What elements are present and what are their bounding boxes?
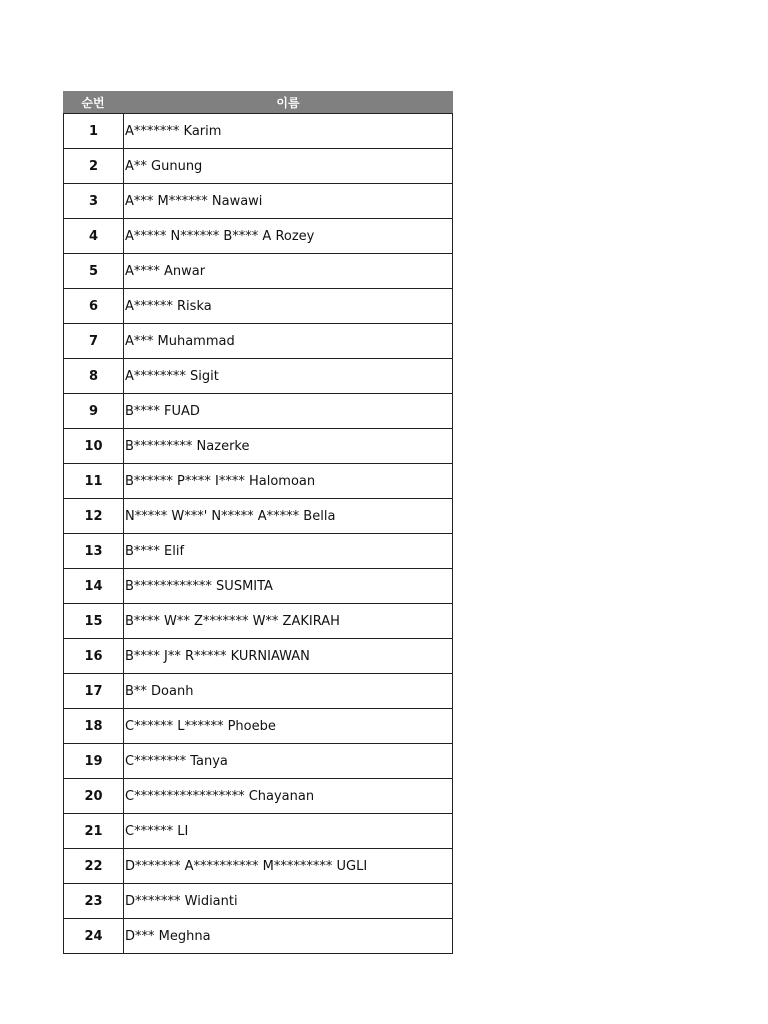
row-number: 12 bbox=[64, 499, 124, 533]
row-number: 5 bbox=[64, 254, 124, 288]
row-name: A***** N****** B**** A Rozey bbox=[125, 228, 315, 244]
row-number: 17 bbox=[64, 674, 124, 708]
row-number: 8 bbox=[64, 359, 124, 393]
table-row bbox=[64, 393, 452, 428]
table-row bbox=[64, 253, 452, 288]
table-row bbox=[64, 603, 452, 638]
row-name: C****** LI bbox=[125, 823, 189, 839]
table-row bbox=[64, 428, 452, 463]
row-number: 2 bbox=[64, 149, 124, 183]
row-name: A** Gunung bbox=[125, 158, 203, 174]
table-row bbox=[64, 533, 452, 568]
row-number: 13 bbox=[64, 534, 124, 568]
row-number: 15 bbox=[64, 604, 124, 638]
row-number: 22 bbox=[64, 849, 124, 883]
table-row bbox=[64, 708, 452, 743]
row-number: 9 bbox=[64, 394, 124, 428]
row-name: C****** L****** Phoebe bbox=[125, 718, 276, 734]
row-number: 6 bbox=[64, 289, 124, 323]
row-name: D******* A********** M********* UGLI bbox=[125, 858, 368, 874]
table-row bbox=[64, 113, 452, 148]
row-number: 10 bbox=[64, 429, 124, 463]
row-name: A******** Sigit bbox=[125, 368, 219, 384]
table-row bbox=[64, 918, 452, 953]
row-name: N***** W***' N***** A***** Bella bbox=[125, 508, 336, 524]
table-row bbox=[64, 743, 452, 778]
row-number: 24 bbox=[64, 919, 124, 953]
row-name: D******* Widianti bbox=[125, 893, 238, 909]
table-header bbox=[63, 91, 453, 113]
row-name: B**** W** Z******* W** ZAKIRAH bbox=[125, 613, 340, 629]
table-row bbox=[64, 638, 452, 673]
table-row bbox=[64, 358, 452, 393]
table-row bbox=[64, 323, 452, 358]
row-number: 7 bbox=[64, 324, 124, 358]
row-name: B**** J** R***** KURNIAWAN bbox=[125, 648, 310, 664]
row-name: A*** M****** Nawawi bbox=[125, 193, 263, 209]
table-row bbox=[64, 463, 452, 498]
row-number: 16 bbox=[64, 639, 124, 673]
row-number: 19 bbox=[64, 744, 124, 778]
table-row bbox=[64, 498, 452, 533]
row-name: C******** Tanya bbox=[125, 753, 228, 769]
row-number: 14 bbox=[64, 569, 124, 603]
row-number: 4 bbox=[64, 219, 124, 253]
row-name: B** Doanh bbox=[125, 683, 194, 699]
name-table bbox=[63, 91, 453, 954]
header-name: 이름 bbox=[276, 95, 300, 110]
row-name: A*** Muhammad bbox=[125, 333, 235, 349]
row-number: 23 bbox=[64, 884, 124, 918]
header-number: 순번 bbox=[81, 95, 105, 110]
row-number: 11 bbox=[64, 464, 124, 498]
row-number: 21 bbox=[64, 814, 124, 848]
table-row bbox=[64, 848, 452, 883]
row-number: 1 bbox=[64, 114, 124, 148]
table-row bbox=[64, 673, 452, 708]
table-row bbox=[64, 883, 452, 918]
table-row bbox=[64, 183, 452, 218]
table-row bbox=[64, 288, 452, 323]
row-name: C***************** Chayanan bbox=[125, 788, 315, 804]
row-name: B************ SUSMITA bbox=[125, 578, 273, 594]
row-name: A******* Karim bbox=[125, 123, 222, 139]
row-name: D*** Meghna bbox=[125, 928, 211, 944]
table-row bbox=[64, 778, 452, 813]
row-name: B****** P**** I**** Halomoan bbox=[125, 473, 316, 489]
row-number: 3 bbox=[64, 184, 124, 218]
table-row bbox=[64, 568, 452, 603]
row-number: 18 bbox=[64, 709, 124, 743]
row-name: B********* Nazerke bbox=[125, 438, 250, 454]
table-row bbox=[64, 813, 452, 848]
row-name: B**** FUAD bbox=[125, 403, 200, 419]
row-name: A**** Anwar bbox=[125, 263, 206, 279]
table-row bbox=[64, 218, 452, 253]
row-name: B**** Elif bbox=[125, 543, 185, 559]
row-number: 20 bbox=[64, 779, 124, 813]
table-row bbox=[64, 148, 452, 183]
table-body bbox=[63, 113, 453, 954]
row-name: A****** Riska bbox=[125, 298, 212, 314]
